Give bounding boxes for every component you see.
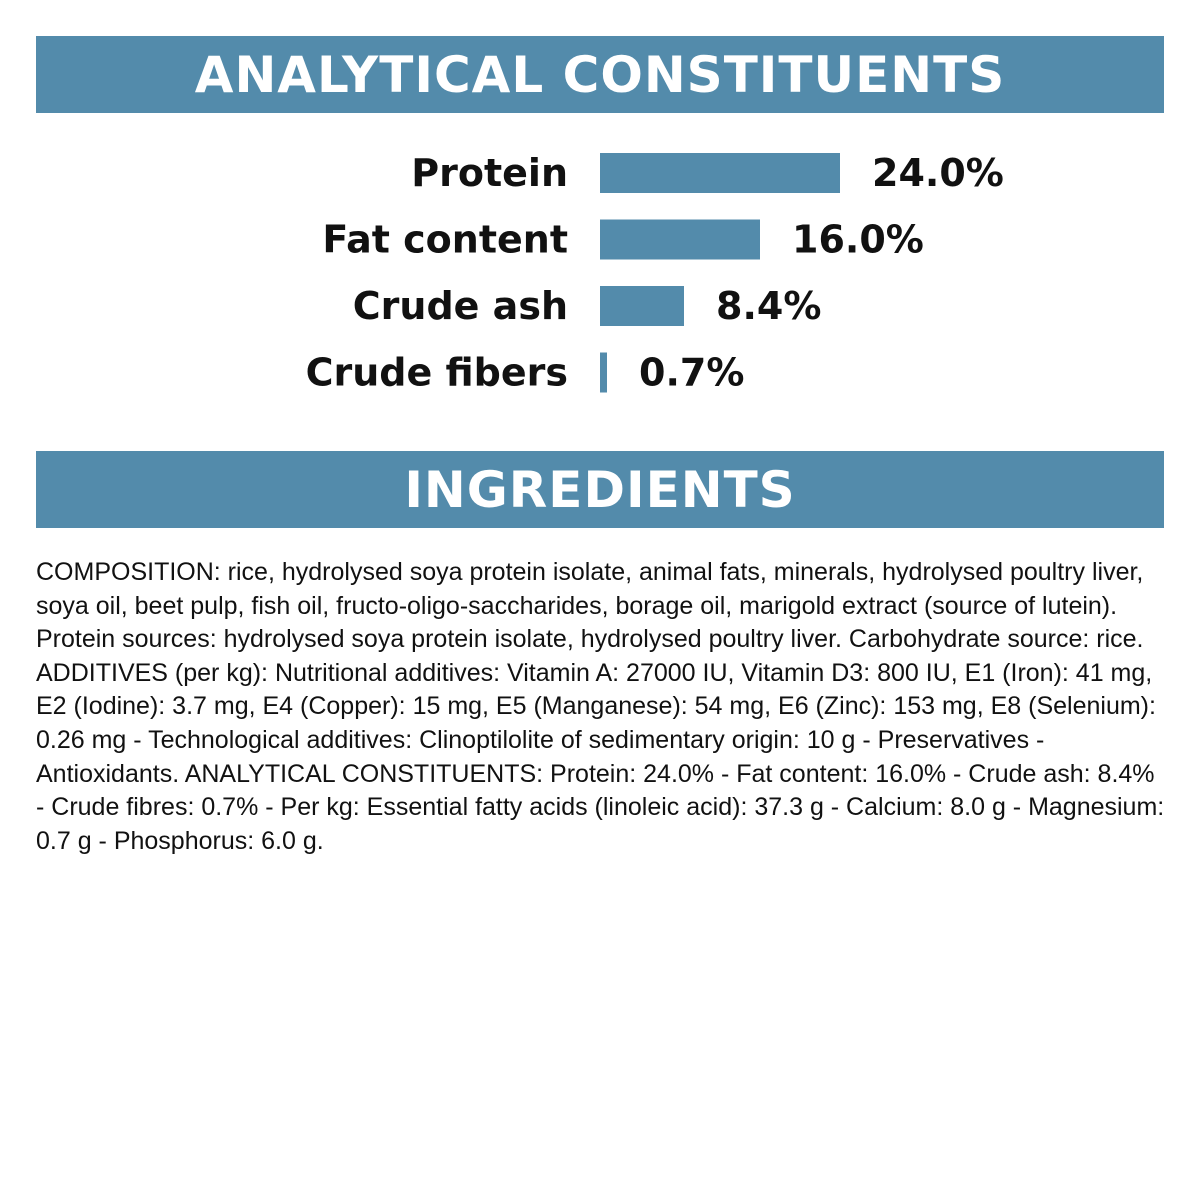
bar-protein [600,153,840,193]
bar-label-fat-content: Fat content [322,217,568,262]
bar-fat-content [600,220,760,260]
bar-crude-ash [600,286,684,326]
bar-value-fat-content: 16.0% [792,217,924,262]
bar-label-protein: Protein [411,151,568,195]
ingredients-header [36,451,1164,528]
composition-text: COMPOSITION: rice, hydrolysed soya protein isolate, animal fats, minerals, hydrolysed poultry liver, soya oil, beet pulp, fish oil, fructo-oligo-saccharides, borage oil, marigold extract (source of lutein). Protein sources: hydrolysed soya protein isolate, hydrolysed poultry liver. Carbohydrate source: rice. ADDITIVES (per kg): Nutritional additives: Vitamin A: 27000 IU, Vitamin D3: 800 IU, E1 (Iron): 41 mg, E2 (Iodine): 3.7 mg, E4 (Copper): 15 mg, E5 (Manganese): 54 mg, E6 (Zinc): 153 mg, E8 (Selenium): 0.26 mg - Technological additives: Clinoptilolite of sedimentary origin: 10 g - Preservatives - Antioxidants. ANALYTICAL CONSTITUENTS: Protein: 24.0% - Fat content: 16.0% - Crude ash: 8.4% - Crude fibres: 0.7% - Per kg: Essential fatty acids (linoleic acid): 37.3 g - Calcium: 8.0 g - Magnesium: 0.7 g - Phosphorus: 6.0 g. [36,558,1165,855]
bar-label-crude-ash: Crude ash [352,284,568,328]
analytical-constituents-title: ANALYTICAL CONSTITUENTS [194,45,1006,104]
bar-value-crude-ash: 8.4% [716,284,822,328]
bar-crude-fibers [600,353,607,393]
bar-label-crude-fibers: Crude fibers [305,350,568,395]
bar-value-crude-fibers: 0.7% [639,350,745,395]
analytical-constituents-header [36,36,1164,113]
ingredients-title: INGREDIENTS [404,460,796,519]
analytical-constituents-chart [0,140,1200,420]
bar-value-protein: 24.0% [872,151,1004,195]
